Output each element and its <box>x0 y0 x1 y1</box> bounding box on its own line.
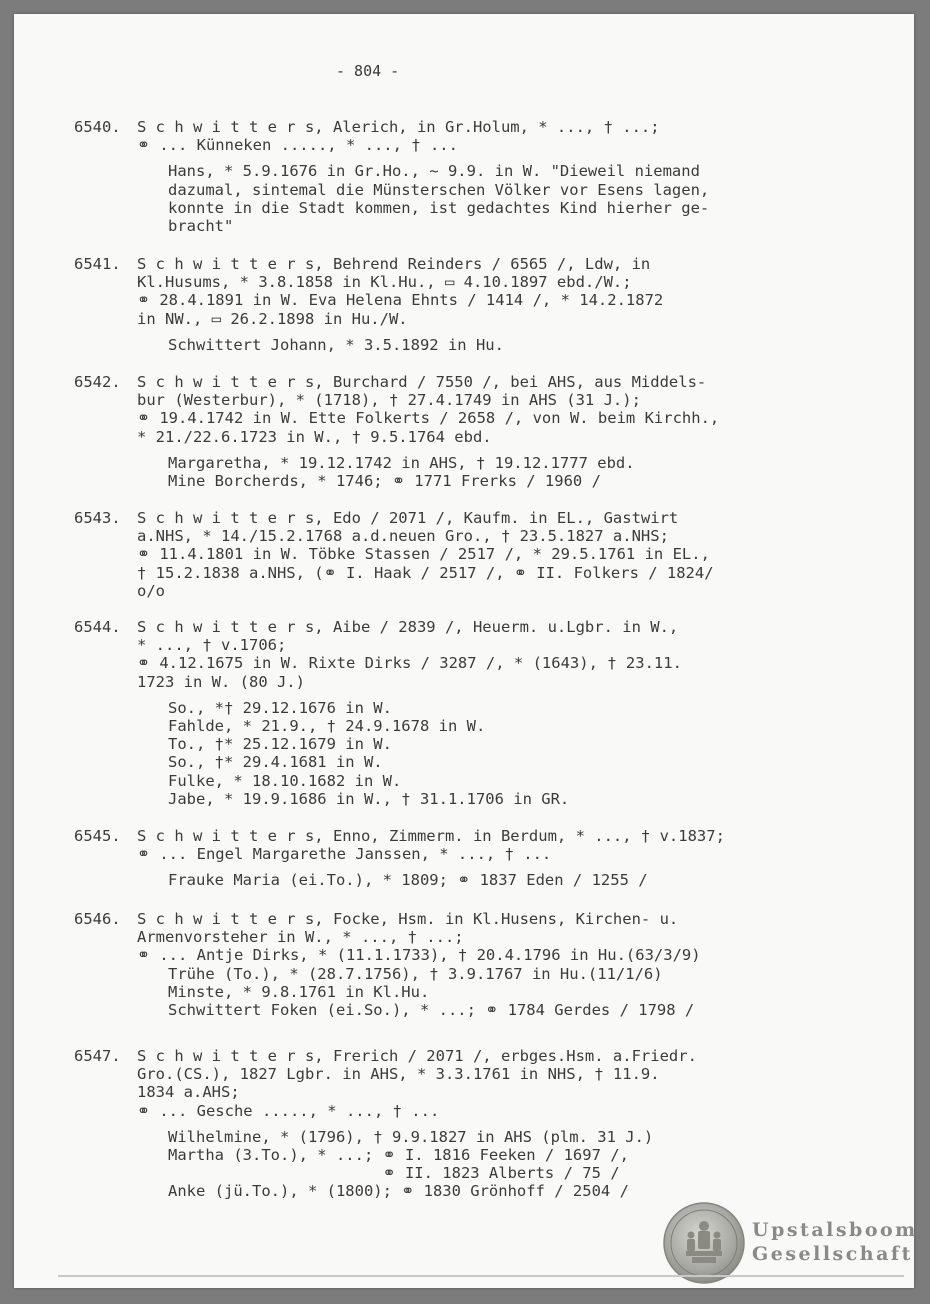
entry-line: in NW., ▭ 26.2.1898 in Hu./W. <box>137 309 408 328</box>
entry-line: ⚭ ... Gesche ....., * ..., † ... <box>137 1101 440 1120</box>
footer-rule <box>58 1275 904 1277</box>
child-line: Fahlde, * 21.9., † 24.9.1678 in W. <box>168 717 486 735</box>
entry-line: a.NHS, * 14./15.2.1768 a.d.neuen Gro., † 23.5.1827 a.NHS; <box>137 527 669 546</box>
entry-line: S c h w i t t e r s, Alerich, in Gr.Holum, * ..., † ...; <box>137 118 660 136</box>
child-line: Trühe (To.), * (28.7.1756), † 3.9.1767 in Hu.(11/1/6) <box>168 964 663 983</box>
entry-line: Gro.(CS.), 1827 Lgbr. in AHS, * 3.3.1761 in NHS, † 11.9. <box>137 1065 660 1084</box>
entry-line: S c h w i t t e r s, Focke, Hsm. in Kl.Husens, Kirchen- u. <box>137 910 679 928</box>
child-line: Schwittert Foken (ei.So.), * ...; ⚭ 1784 Gerdes / 1798 / <box>168 1001 695 1019</box>
entry-number: 6541. <box>74 255 121 273</box>
entry-line: 1834 a.AHS; <box>137 1083 240 1102</box>
child-line: Mine Borcherds, * 1746; ⚭ 1771 Frerks / 1960 / <box>168 472 601 490</box>
entry-number: 6542. <box>74 373 121 391</box>
entry-line: ⚭ ... Antje Dirks, * (11.1.1733), † 20.4.1796 in Hu.(63/3/9) <box>137 946 701 965</box>
entry-line: † 15.2.1838 a.NHS, (⚭ I. Haak / 2517 /, ⚭ II. Folkers / 1824/ <box>137 563 714 582</box>
entry-line: S c h w i t t e r s, Burchard / 7550 /, bei AHS, aus Middels- <box>137 373 707 391</box>
logo-line-2: Gesellschaft <box>752 1243 913 1265</box>
entry-line: bur (Westerbur), * (1718), † 27.4.1749 in AHS (31 J.); <box>137 391 641 410</box>
entry-line: ⚭ 4.12.1675 in W. Rixte Dirks / 3287 /, * (1643), † 23.11. <box>137 654 682 673</box>
child-line: To., †* 25.12.1679 in W. <box>168 735 392 754</box>
child-line: Fulke, * 18.10.1682 in W. <box>168 771 402 790</box>
child-line: Schwittert Johann, * 3.5.1892 in Hu. <box>168 335 504 354</box>
child-line: Hans, * 5.9.1676 in Gr.Ho., ~ 9.9. in W. "Dieweil niemand <box>168 162 700 181</box>
child-line: Minste, * 9.8.1761 in Kl.Hu. <box>168 982 430 1001</box>
entry-line: S c h w i t t e r s, Edo / 2071 /, Kaufm. in EL., Gastwirt <box>137 509 679 527</box>
upstalsboom-seal-icon <box>662 1201 746 1285</box>
entry-number: 6545. <box>74 827 121 845</box>
entry-line: S c h w i t t e r s, Frerich / 2071 /, erbges.Hsm. a.Friedr. <box>137 1047 697 1065</box>
entry-number: 6547. <box>74 1047 121 1065</box>
entry-line: Kl.Husums, * 3.8.1858 in Kl.Hu., ▭ 4.10.1897 ebd./W.; <box>137 273 632 292</box>
entry-number: 6543. <box>74 509 121 527</box>
child-line: Margaretha, * 19.12.1742 in AHS, † 19.12.1777 ebd. <box>168 453 635 472</box>
entry-line: ⚭ 11.4.1801 in W. Töbke Stassen / 2517 /, * 29.5.1761 in EL., <box>137 545 710 564</box>
upstalsboom-logo-text <box>752 1218 918 1266</box>
entry-line: ⚭ 28.4.1891 in W. Eva Helena Ehnts / 1414 /, * 14.2.1872 <box>137 291 664 310</box>
entry-line: ⚭ 19.4.1742 in W. Ette Folkerts / 2658 /, von W. beim Kirchh., <box>137 409 720 428</box>
child-line: ⚭ II. 1823 Alberts / 75 / <box>168 1164 620 1183</box>
child-line: Anke (jü.To.), * (1800); ⚭ 1830 Grönhoff / 2504 / <box>168 1182 629 1201</box>
child-line: dazumal, sintemal die Münsterschen Völker vor Esens lagen, <box>168 180 710 199</box>
entry-number: 6544. <box>74 618 121 636</box>
entry-line: ⚭ ... Engel Margarethe Janssen, * ..., † ... <box>137 845 552 864</box>
page-number: - 804 - <box>336 62 400 80</box>
child-line: Wilhelmine, * (1796), † 9.9.1827 in AHS (plm. 31 J.) <box>168 1127 654 1146</box>
entry-number: 6540. <box>74 118 121 136</box>
entry-number: 6546. <box>74 910 121 928</box>
entry-line: * 21./22.6.1723 in W., † 9.5.1764 ebd. <box>137 427 492 446</box>
child-line: Frauke Maria (ei.To.), * 1809; ⚭ 1837 Eden / 1255 / <box>168 871 648 890</box>
entry-line: 1723 in W. (80 J.) <box>137 672 305 691</box>
child-line: konnte in die Stadt kommen, ist gedachtes Kind hierher ge- <box>168 198 710 217</box>
entry-line: S c h w i t t e r s, Behrend Reinders / 6565 /, Ldw, in <box>137 255 651 273</box>
entry-line: o/o <box>137 581 165 600</box>
child-line: So., *† 29.12.1676 in W. <box>168 698 392 717</box>
entry-line: ⚭ ... Künneken ....., * ..., † ... <box>137 136 458 155</box>
entry-line: * ..., † v.1706; <box>137 636 287 655</box>
entry-line: Armenvorsteher in W., * ..., † ...; <box>137 928 464 947</box>
entry-line: S c h w i t t e r s, Enno, Zimmerm. in Berdum, * ..., † v.1837; <box>137 827 725 845</box>
child-line: Jabe, * 19.9.1686 in W., † 31.1.1706 in GR. <box>168 789 570 808</box>
child-line: bracht" <box>168 217 234 235</box>
entry-line: S c h w i t t e r s, Aibe / 2839 /, Heuerm. u.Lgbr. in W., <box>137 618 679 636</box>
child-line: Martha (3.To.), * ...; ⚭ I. 1816 Feeken / 1697 /, <box>168 1146 629 1164</box>
child-line: So., †* 29.4.1681 in W. <box>168 753 383 772</box>
logo-line-1: Upstalsboom <box>752 1219 918 1241</box>
